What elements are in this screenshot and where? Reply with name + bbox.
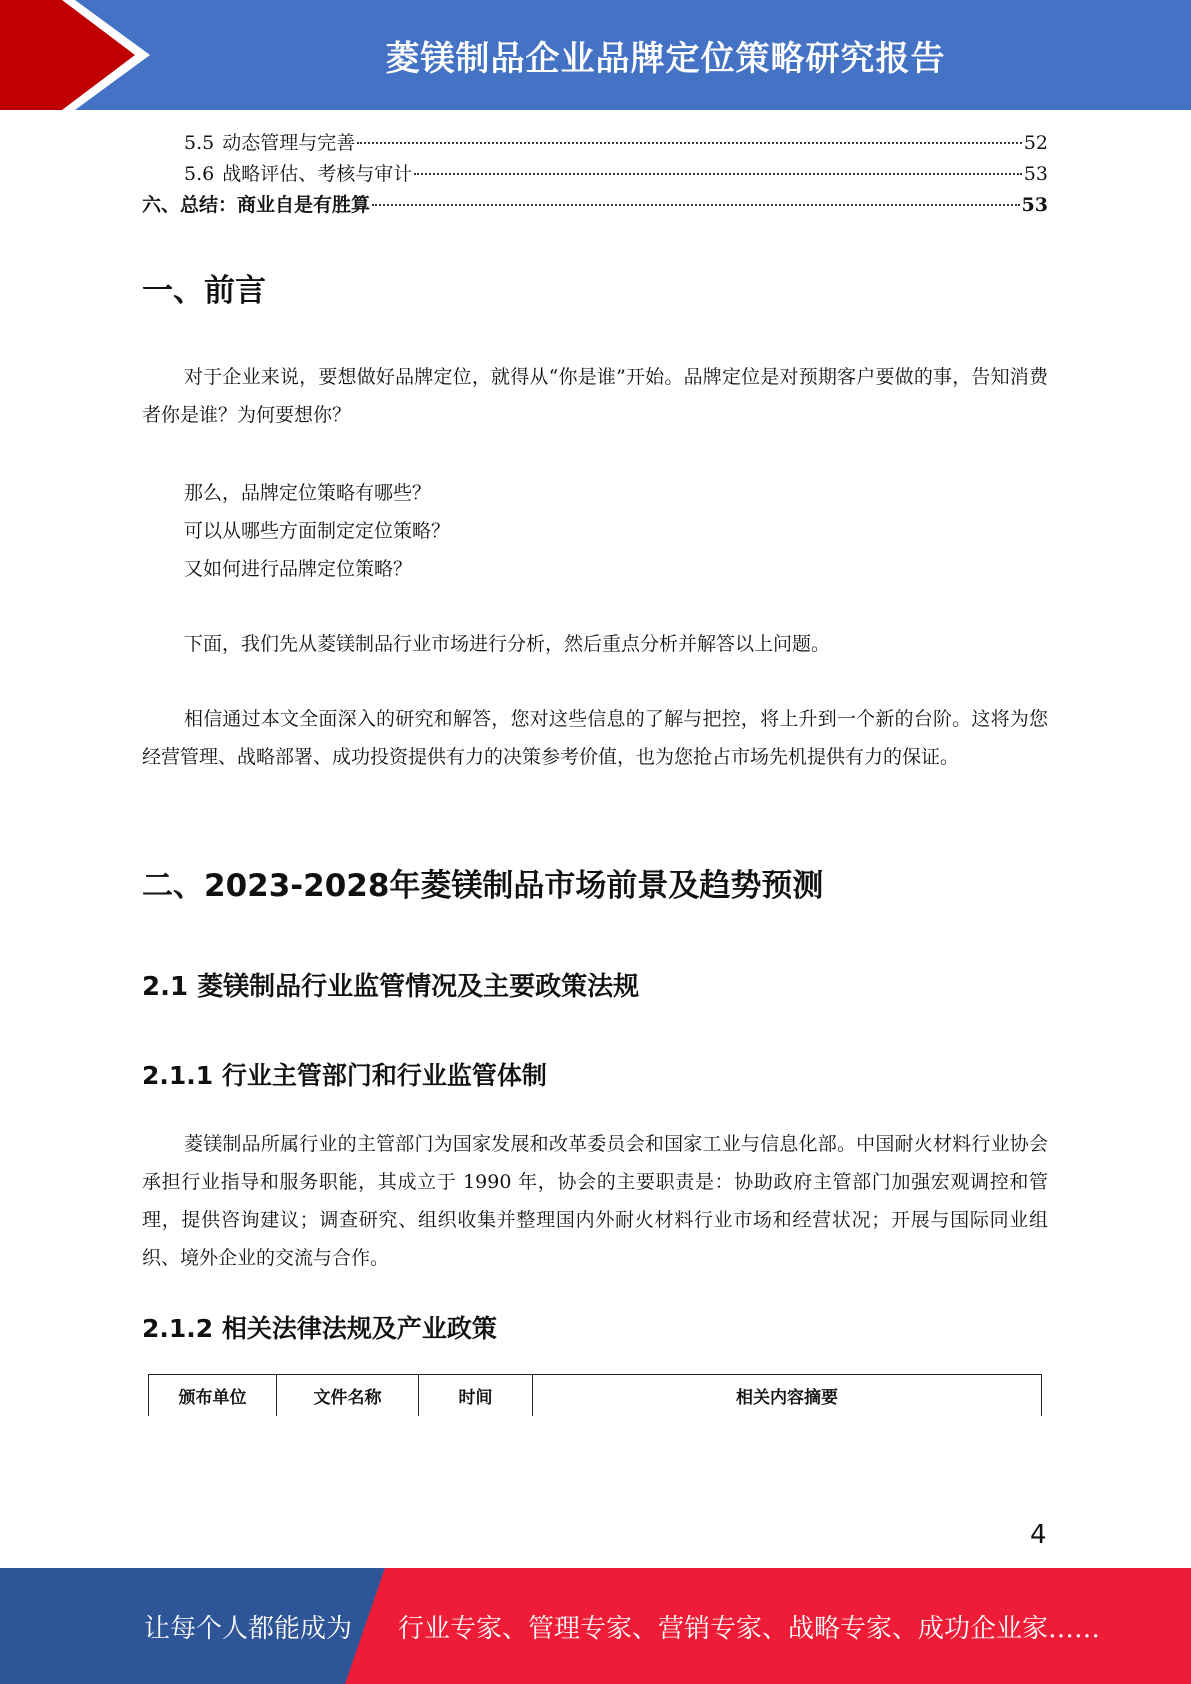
paragraph: 对于企业来说，要想做好品牌定位，就得从“你是谁”开始。品牌定位是对预期客户要做的事，告知消费者你是谁？为何要想你？ (142, 366, 1048, 426)
toc-entry-page: 53 (1023, 163, 1048, 185)
toc-entry-page: 52 (1023, 132, 1048, 154)
toc-entry-page: 53 (1021, 194, 1048, 216)
table-header-cell: 相关内容摘要 (736, 1388, 838, 1408)
toc-entry-label: 动态管理与完善 (222, 132, 356, 154)
question-line: 那么，品牌定位策略有哪些？ (184, 482, 432, 504)
footer-slogan-right: 行业专家、管理专家、营销专家、战略专家、成功企业家…… (398, 1613, 1101, 1644)
toc-leader-dots (414, 173, 1022, 175)
section-heading: 二、2023-2028年菱镁制品市场前景及趋势预测 (142, 868, 824, 904)
subsection-heading: 2.1.2 相关法律法规及产业政策 (142, 1314, 497, 1343)
toc-entry[interactable] (142, 159, 1048, 190)
toc-entry-number: 5.5 (184, 132, 215, 154)
policy-table (148, 1374, 1042, 1416)
table-header-cell: 文件名称 (277, 1375, 419, 1416)
toc-entry-label: 战略评估、考核与审计 (222, 163, 413, 185)
section-heading: 一、前言 (142, 273, 266, 309)
table-of-contents (142, 128, 1048, 221)
toc-entry-number: 5.6 (184, 163, 215, 185)
table-header-cell: 时间 (419, 1375, 533, 1416)
toc-entry-label: 六、总结：商业自是有胜算 (142, 194, 371, 216)
subsection-heading: 2.1.1 行业主管部门和行业监管体制 (142, 1061, 547, 1090)
paragraph: 菱镁制品所属行业的主管部门为国家发展和改革委员会和国家工业与信息化部。中国耐火材料行业协会承担行业指导和服务职能，其成立于 1990 年，协会的主要职责是：协助政府主管部门加强宏观调控和管理，提供咨询建议；调查研究、组织收集并整理国内外耐火材料行业市场和经营状况；开展与国际同业组织、境外企业的交流与合作。 (142, 1133, 1048, 1269)
question-line: 又如何进行品牌定位策略？ (184, 558, 413, 580)
table-header-cell: 颁布单位 (149, 1375, 277, 1416)
page-footer (0, 1568, 1191, 1684)
subsection-heading: 2.1 菱镁制品行业监管情况及主要政策法规 (142, 972, 640, 1002)
page-number: 4 (1030, 1520, 1047, 1550)
header-arrow-decoration (0, 0, 160, 110)
toc-entry[interactable] (142, 190, 1048, 221)
toc-leader-dots (372, 204, 1020, 206)
footer-slogan-left: 让每个人都能成为 (144, 1613, 353, 1644)
question-line: 可以从哪些方面制定定位策略？ (184, 520, 451, 542)
page-header (0, 0, 1191, 110)
paragraph: 相信通过本文全面深入的研究和解答，您对这些信息的了解与把控，将上升到一个新的台阶。这将为您经营管理、战略部署、成功投资提供有力的决策参考价值，也为您抢占市场先机提供有力的保证。 (142, 708, 1048, 768)
toc-entry[interactable] (142, 128, 1048, 159)
toc-leader-dots (357, 142, 1022, 144)
report-title: 菱镁制品企业品牌定位策略研究报告 (385, 38, 946, 79)
paragraph: 下面，我们先从菱镁制品行业市场进行分析，然后重点分析并解答以上问题。 (184, 633, 831, 655)
